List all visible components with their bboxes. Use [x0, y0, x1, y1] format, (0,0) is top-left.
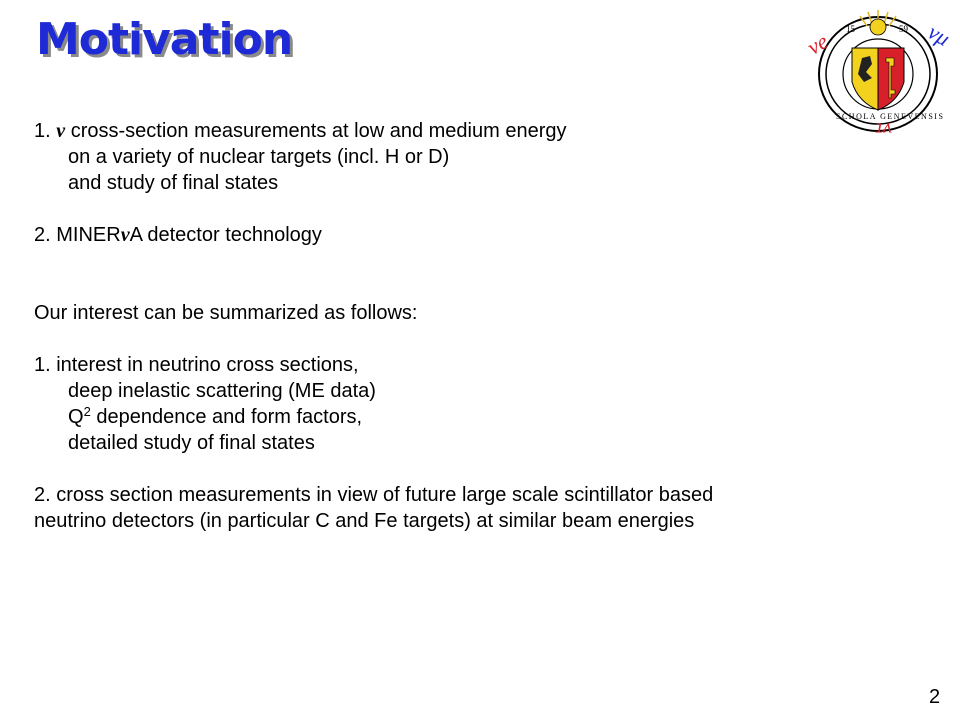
interest-item-1-line-4: detailed study of final states: [68, 432, 315, 454]
item-text-start: 2. MINER: [34, 224, 121, 246]
nu-symbol: ν: [56, 120, 66, 142]
slide-body: [34, 118, 894, 534]
sun-emblem: [870, 19, 886, 35]
item-text: cross-section measurements at low and medium energy: [70, 120, 567, 142]
page-number: 2: [929, 686, 941, 708]
item-number: 1.: [34, 120, 51, 142]
seal-year-right: 59: [899, 24, 908, 34]
motivation-item-1: [34, 118, 894, 144]
seal-ring-text: SCHOLA GENEVENSIS: [836, 112, 945, 121]
q-superscript: 2: [83, 404, 91, 419]
q-symbol: Q: [68, 406, 84, 428]
nu-symbol: ν: [120, 224, 130, 246]
motivation-item-1-line-2: on a variety of nuclear targets (incl. H or D): [68, 146, 450, 168]
item-text-end: A detector technology: [129, 224, 322, 246]
interest-item-1-line-3: [34, 404, 894, 430]
flavor-muon-label: νμ: [923, 18, 955, 51]
interest-item-2: 2. cross section measurements in view of future large scale scintillator based: [34, 484, 714, 506]
slide-title: Motivation: [36, 14, 293, 65]
flavor-electron-label: νe: [802, 28, 833, 60]
interest-item-2-line-2: neutrino detectors (in particular C and Fe targets) at similar beam energies: [34, 510, 695, 532]
line-text: dependence and form factors,: [90, 406, 363, 428]
motivation-item-2: [34, 222, 894, 248]
motivation-item-1-line-3: and study of final states: [68, 172, 279, 194]
interest-item-1-line-2: deep inelastic scattering (ME data): [68, 380, 376, 402]
interest-intro: Our interest can be summarized as follows:: [34, 302, 418, 324]
seal-year-left: 15: [846, 24, 855, 34]
flavor-tau-label: ντ: [875, 118, 892, 140]
interest-item-1: 1. interest in neutrino cross sections,: [34, 354, 359, 376]
